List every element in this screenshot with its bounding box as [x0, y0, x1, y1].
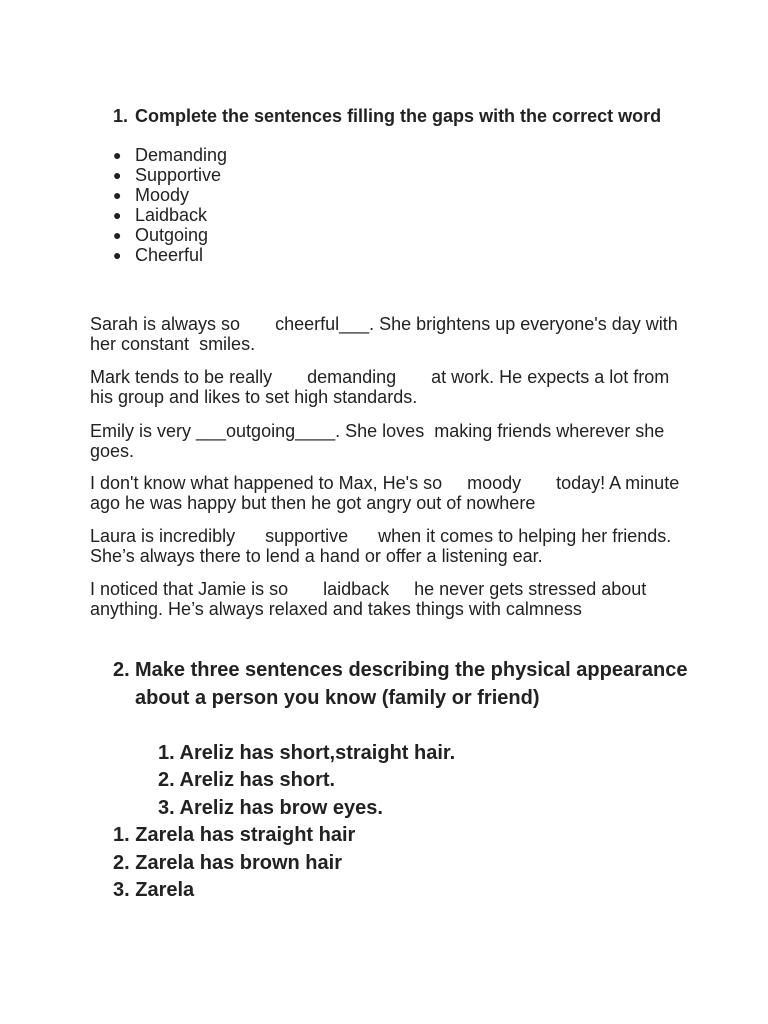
- answer-areliz-3: [158, 794, 383, 822]
- answer-zarela-2: [113, 849, 342, 877]
- sentence-sarah: Sarah is always so cheerful___. She brightens up everyone's day with her constant smiles.: [90, 314, 683, 354]
- bullet-icon: ●: [113, 167, 122, 183]
- answer-text: Zarela has straight hair: [135, 824, 356, 846]
- answer-number: 3.: [113, 879, 130, 901]
- answer-zarela-1: [113, 821, 355, 849]
- exercise-1-heading: [113, 106, 673, 126]
- sentence-max: I don't know what happened to Max, He's so moody today! A minute ago he was happy but then he got angry out of nowhere: [90, 473, 685, 513]
- answer-areliz-2: [158, 766, 335, 794]
- word-bank-item: [113, 225, 227, 245]
- answer-number: 3.: [158, 797, 175, 819]
- sentence-emily: Emily is very ___outgoing____. She loves making friends wherever she goes.: [90, 421, 670, 461]
- answer-text: Areliz has brow eyes.: [179, 797, 383, 819]
- answer-areliz-1: [158, 739, 455, 767]
- bullet-icon: ●: [113, 187, 122, 203]
- bullet-icon: ●: [113, 247, 122, 263]
- word-bank-word: Outgoing: [135, 225, 209, 245]
- answer-number: 1.: [158, 742, 175, 764]
- exercise-2-number: 2.: [113, 659, 130, 681]
- answer-number: 1.: [113, 824, 130, 846]
- word-bank-word: Demanding: [135, 145, 228, 165]
- word-bank-item: [113, 145, 227, 165]
- exercise-1-instruction: Complete the sentences filling the gaps with the correct word: [135, 106, 662, 126]
- exercise-2-instruction: Make three sentences describing the physical appearance about a person you know (family or friend): [135, 659, 688, 709]
- answer-number: 2.: [158, 769, 175, 791]
- answer-text: Zarela: [135, 879, 195, 901]
- answer-text: Areliz has short,straight hair.: [179, 742, 456, 764]
- word-bank-word: Moody: [135, 185, 190, 205]
- answer-text: Areliz has short.: [179, 769, 336, 791]
- word-bank-item: [113, 205, 227, 225]
- bullet-icon: ●: [113, 207, 122, 223]
- exercise-1-number: 1.: [113, 106, 129, 126]
- bullet-icon: ●: [113, 147, 122, 163]
- exercise-2-heading: [113, 656, 693, 712]
- answer-number: 2.: [113, 852, 130, 874]
- sentence-mark: Mark tends to be really demanding at work. He expects a lot from his group and likes to set high standards.: [90, 367, 675, 407]
- answer-text: Zarela has brown hair: [135, 852, 342, 874]
- sentence-jamie: I noticed that Jamie is so laidback he never gets stressed about anything. He’s always relaxed and takes things with calmness: [90, 579, 652, 619]
- word-bank-item: [113, 245, 227, 265]
- word-bank-word: Cheerful: [135, 245, 204, 265]
- sentence-laura: Laura is incredibly supportive when it comes to helping her friends. She’s always there to lend a hand or offer a listening ear.: [90, 526, 677, 566]
- word-bank-item: [113, 185, 227, 205]
- word-bank-word: Supportive: [135, 165, 222, 185]
- answer-zarela-3: [113, 876, 194, 904]
- word-bank-item: [113, 165, 227, 185]
- bullet-icon: ●: [113, 227, 122, 243]
- word-bank-list: [113, 145, 227, 265]
- word-bank-word: Laidback: [135, 205, 208, 225]
